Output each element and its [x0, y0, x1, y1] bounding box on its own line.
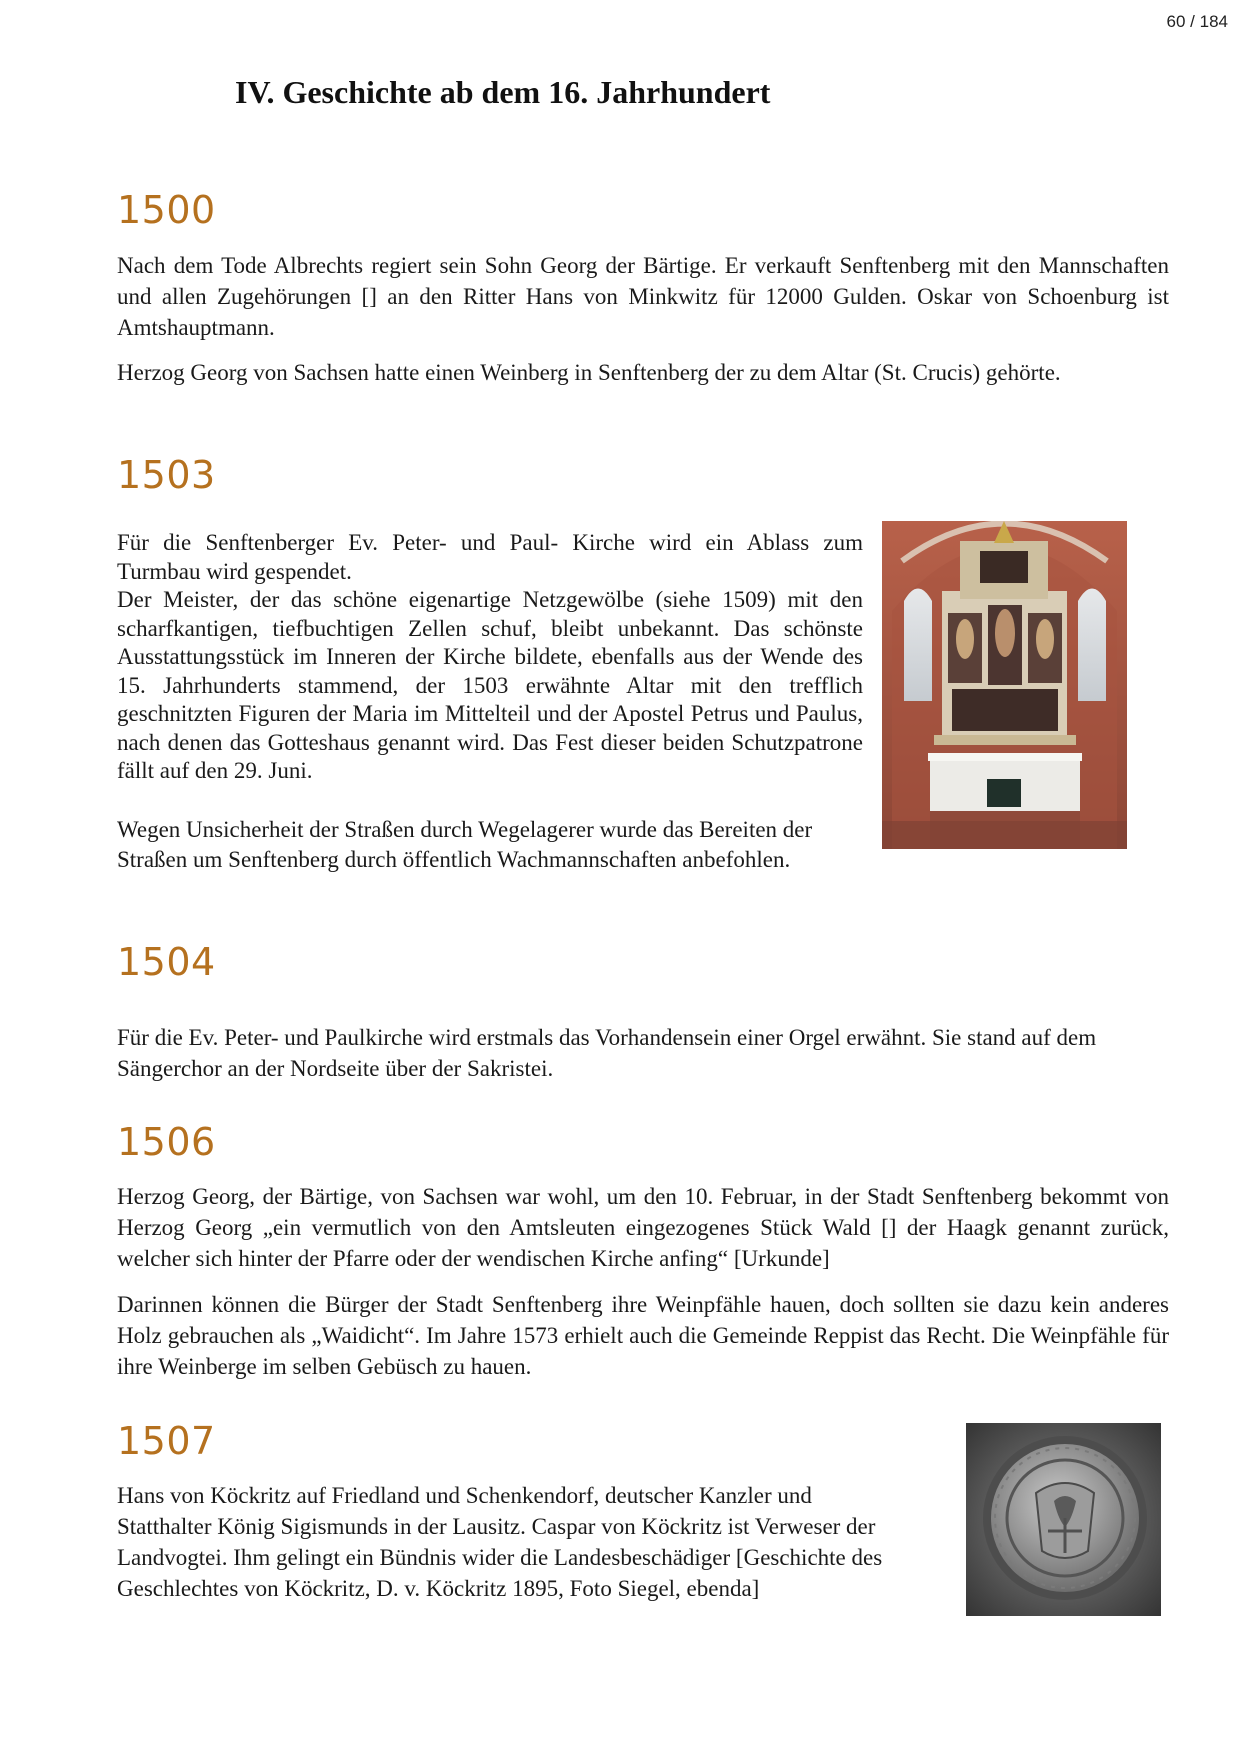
- paragraph-1503-1-line-1: Für die Senftenberger Ev. Peter- und Paul- Kirche wird ein Ablass zum: [117, 530, 863, 555]
- paragraph-1500-2: Herzog Georg von Sachsen hatte einen Weinberg in Senftenberg der zu dem Altar (St. Crucis) gehörte.: [117, 360, 1061, 385]
- seal-photo-graphic: [966, 1423, 1161, 1616]
- year-heading-1500: 1500: [117, 188, 216, 232]
- paragraph-1507-1-line-3: Landvogtei. Ihm gelingt ein Bündnis wider die Landesbeschädiger [Geschichte des: [117, 1545, 883, 1570]
- year-heading-1503: 1503: [117, 453, 216, 497]
- paragraph-1503-1-body: Der Meister, der das schöne eigenartige Netzgewölbe (siehe 1509) mit den scharfkantigen, tiefbuchtigen Zellen schuf, bleibt unbekannt. Das schönste Ausstattungsstück im Inneren der Kirche bildete, ebenfalls aus der Wende des 15. Jahrhunderts stammend, der 1503 erwähnte Altar mit den trefflich geschnitzten Figuren der Maria im Mittelteil und der Apostel Petrus und Paulus, nach denen das Gotteshaus genannt wird. Das Fest dieser beiden Schutzpatrone fällt auf den 29. Juni.: [117, 587, 863, 783]
- paragraph-1500-1: Nach dem Tode Albrechts regiert sein Sohn Georg der Bärtige. Er verkauft Senftenberg mit den Mannschaften und allen Zugehörungen [] an den Ritter Hans von Minkwitz für 12000 Gulden. Oskar von Schoenburg ist Amtshauptmann.: [117, 253, 1169, 340]
- paragraph-1507-1-line-4: Geschlechtes von Köckritz, D. v. Köckritz 1895, Foto Siegel, ebenda]: [117, 1576, 760, 1601]
- year-heading-1506: 1506: [117, 1120, 216, 1164]
- paragraph-1503-1: [117, 529, 863, 786]
- paragraph-1507-1: [117, 1480, 957, 1604]
- paragraph-1504-1: Für die Ev. Peter- und Paulkirche wird erstmals das Vorhandensein einer Orgel erwähnt. Sie stand auf dem Sängerchor an der Nordseite über der Sakristei.: [117, 1025, 1097, 1081]
- altar-photo: [882, 521, 1127, 849]
- chapter-title: IV. Geschichte ab dem 16. Jahrhundert: [235, 74, 771, 110]
- paragraph-1506-1: Herzog Georg, der Bärtige, von Sachsen war wohl, um den 10. Februar, in der Stadt Senftenberg bekommt von Herzog Georg „ein vermutlich von den Amtsleuten eingezogenes Stück Wald [] der Haagk genannt zurück, welcher sich hinter der Pfarre oder der wendischen Kirche anfing“ [Urkunde]: [117, 1184, 1169, 1271]
- paragraph-1506-2: Darinnen können die Bürger der Stadt Senftenberg ihre Weinpfähle hauen, doch sollten sie dazu kein anderes Holz gebrauchen als „Waidicht“. Im Jahre 1573 erhielt auch die Gemeinde Reppist das Recht. Die Weinpfähle für ihre Weinberge im selben Gebüsch zu hauen.: [117, 1292, 1169, 1379]
- year-heading-1504: 1504: [117, 940, 216, 984]
- paragraph-1507-1-line-2: Statthalter König Sigismunds in der Lausitz. Caspar von Köckritz ist Verweser der: [117, 1514, 876, 1539]
- altar-photo-graphic: [882, 521, 1127, 849]
- page-counter: 60 / 184: [1166, 12, 1228, 31]
- paragraph-1503-2: Wegen Unsicherheit der Straßen durch Wegelagerer wurde das Bereiten der Straßen um Senftenberg durch öffentlich Wachmannschaften anbefohlen.: [117, 817, 813, 872]
- seal-photo: [966, 1423, 1161, 1616]
- paragraph-1503-1-line-2: Turmbau wird gespendet.: [117, 558, 352, 584]
- paragraph-1507-1-line-1: Hans von Köckritz auf Friedland und Schenkendorf, deutscher Kanzler und: [117, 1483, 812, 1508]
- year-heading-1507: 1507: [117, 1419, 216, 1463]
